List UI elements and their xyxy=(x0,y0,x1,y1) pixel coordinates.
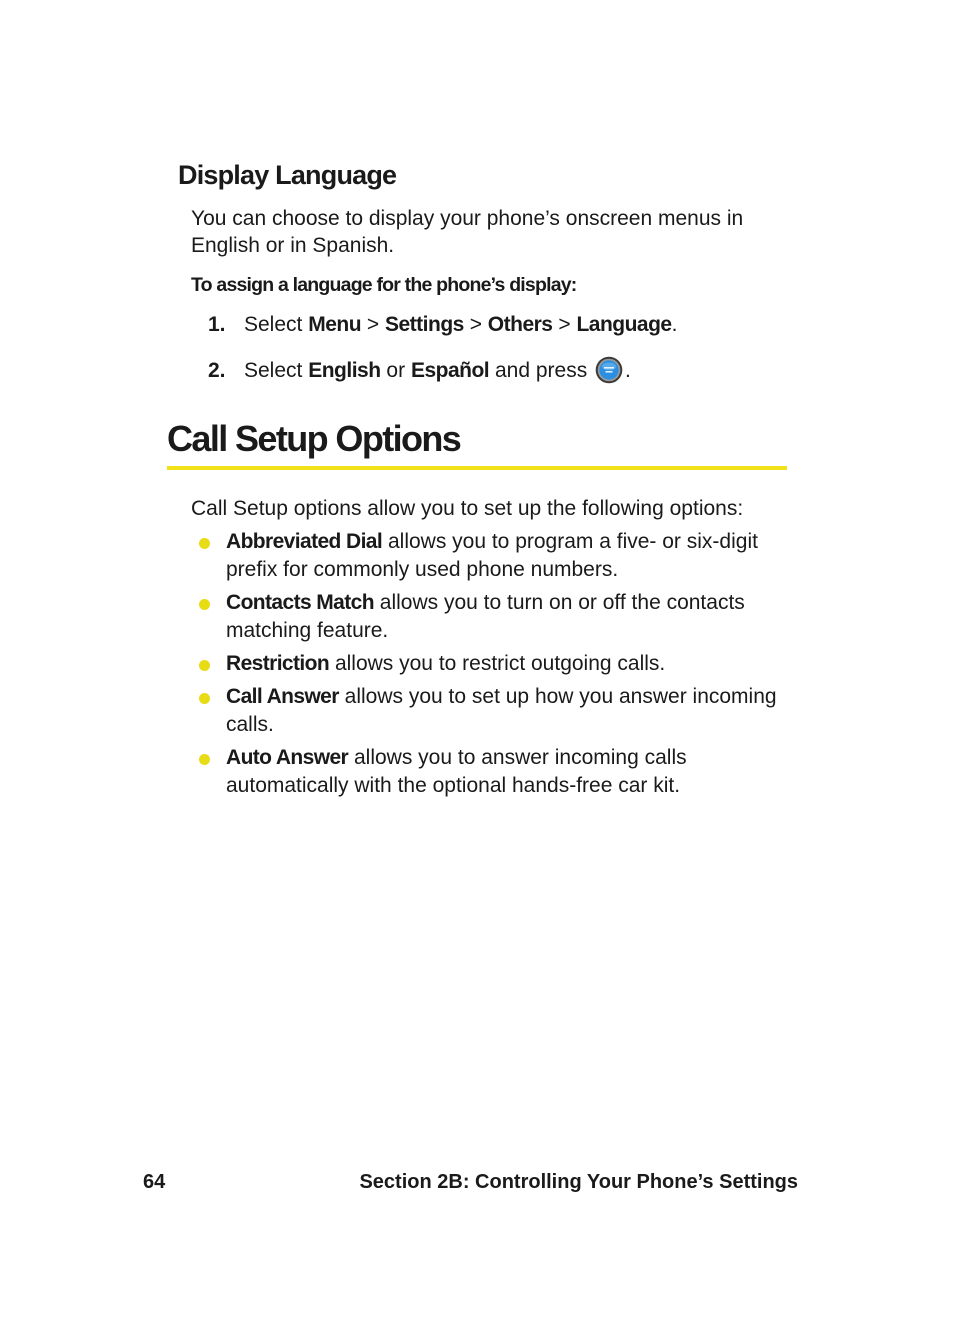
bullet-icon xyxy=(199,538,210,549)
path-separator: > xyxy=(366,313,380,336)
step-number: 1. xyxy=(208,313,226,336)
option-term: Call Answer xyxy=(226,685,339,708)
period: . xyxy=(671,313,678,336)
list-item-contacts-match xyxy=(199,589,799,645)
bullet-icon xyxy=(199,754,210,765)
menu-term: Menu xyxy=(308,313,362,336)
language-term: Language xyxy=(576,313,672,336)
and-press-text: and press xyxy=(494,359,588,382)
option-term: Auto Answer xyxy=(226,746,349,769)
step-text: Select xyxy=(244,313,303,336)
option-description: allows you to program a five- or six-digit prefix for commonly used phone numbers. xyxy=(226,530,758,581)
list-item-restriction xyxy=(199,650,799,678)
step-1 xyxy=(208,311,677,338)
call-setup-intro: Call Setup options allow you to set up the following options: xyxy=(191,497,744,520)
option-term: Abbreviated Dial xyxy=(226,530,383,553)
option-term: Contacts Match xyxy=(226,591,374,614)
page-title-call-setup-options: Call Setup Options xyxy=(167,418,461,459)
list-item-auto-answer xyxy=(199,744,799,800)
page-number: 64 xyxy=(143,1171,166,1193)
step-number: 2. xyxy=(208,359,226,382)
call-setup-options-list xyxy=(199,528,799,805)
option-description: allows you to turn on or off the contacts matching feature. xyxy=(226,591,745,642)
display-language-intro: You can choose to display your phone’s onscreen menus in English or in Spanish. xyxy=(191,207,744,257)
step-2 xyxy=(208,356,631,384)
espanol-term: Español xyxy=(410,359,490,382)
option-description: allows you to answer incoming calls automatically with the optional hands-free car kit. xyxy=(226,746,687,797)
path-separator: > xyxy=(558,313,571,336)
heading-divider xyxy=(167,466,787,470)
procedure-heading: To assign a language for the phone’s display: xyxy=(191,274,577,296)
bullet-icon xyxy=(199,693,210,704)
section-title: Section 2B: Controlling Your Phone’s Settings xyxy=(359,1171,798,1193)
english-term: English xyxy=(308,359,381,382)
list-item-call-answer xyxy=(199,683,799,739)
step-text: Select xyxy=(244,359,303,382)
settings-term: Settings xyxy=(385,313,464,336)
option-description: allows you to set up how you answer incoming calls. xyxy=(226,685,777,736)
bullet-icon xyxy=(199,599,210,610)
or-text: or xyxy=(386,359,406,382)
period: . xyxy=(625,359,631,382)
bullet-icon xyxy=(199,660,210,671)
list-item-abbreviated-dial xyxy=(199,528,799,584)
path-separator: > xyxy=(469,313,482,336)
option-description: allows you to restrict outgoing calls. xyxy=(334,652,666,675)
others-term: Others xyxy=(487,313,553,336)
menu-ok-key-icon xyxy=(595,356,623,384)
option-term: Restriction xyxy=(226,652,330,675)
section-heading-display-language: Display Language xyxy=(178,160,397,190)
